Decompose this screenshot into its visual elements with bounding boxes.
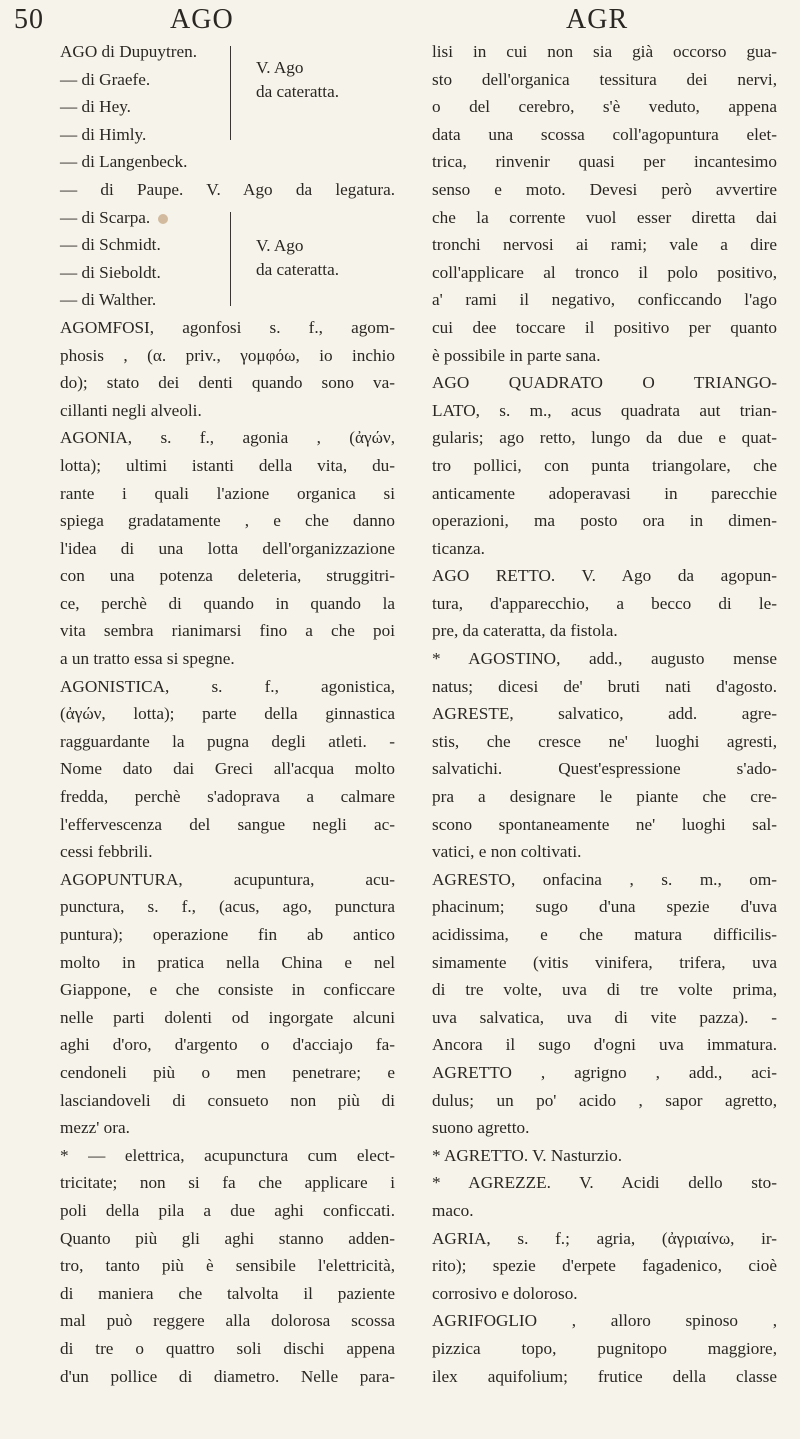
entry-line: punctura, s. f., (acus, ago, punctura [60,897,395,917]
entry-line: d'un pollice di diametro. Nelle para- [60,1366,395,1386]
entry-line: * AGREZZE. V. Acidi dello sto- [432,1173,777,1193]
entry-line: acidissima, e che matura difficilis- [432,925,777,944]
entry-line: phacinum; sugo d'una spezie d'uva [432,897,777,917]
entry-line: operazioni, ma posto ora in dimen- [432,511,777,531]
entry-line: corrosivo e doloroso. [432,1283,578,1303]
entry-line: AGOMFOSI, agonfosi s. f., agom- [60,317,395,337]
entry-line: Giappone, e che consiste in conficcare [60,980,395,1000]
entry-line: dulus; un po' acido , sapor agretto, [432,1090,777,1110]
entry-line: * — elettrica, acupunctura cum elect- [60,1145,395,1165]
entry-line: simamente (vitis vinifera, trifera, uva [432,952,777,972]
entry-line: fredda, perchè s'adoprava a calmare [60,787,395,807]
entry-line: vita sembra rianimarsi fino a che poi [60,621,395,641]
entry-line: — di Graefe. [60,69,151,89]
entry-line: AGO RETTO. V. Ago da agopun- [432,566,777,586]
entry-line: AGRESTE, salvatico, add. agre- [432,704,777,724]
entry-line: pre, da cateratta, da fistola. [432,621,618,641]
entry-line: maco. [432,1200,474,1220]
entry-line: Quanto più gli aghi stanno adden- [60,1228,395,1248]
entry-line: AGRETTO , agrigno , add., aci- [432,1062,777,1082]
entry-line: — di Himly. [60,124,147,144]
entry-line: tro, tanto più è sensibile l'elettricità, [60,1256,395,1276]
entry-line: cendoneli più o men penetrare; e [60,1062,395,1082]
entry-line: AGO di Dupuytren. [60,42,198,61]
brace-note [256,38,339,104]
entry-line: — di Hey. [60,97,131,117]
entry-line: spiega gradatamente , e che danno [60,511,395,531]
right-column [432,38,777,1390]
entry-line: scono spontaneamente ne' luoghi sal- [432,814,777,834]
entry-line: * AGRETTO. V. Nasturzio. [432,1145,623,1165]
entry-line: che la corrente vuol esser diretta dai [432,207,777,227]
entry-line: a un tratto essa si spegne. [60,649,235,669]
entry-line: trica, rinvenir quasi per incantesimo [432,152,777,172]
entry-line: salvatichi. Quest'espressione s'ado- [432,759,777,779]
entry-line: — di Walther. [60,290,157,310]
entry-line: ilex aquifolium; frutice della classe [432,1366,777,1386]
brace-group-ago-variants-2 [60,204,395,314]
entry-line: l'idea di una lotta dell'organizzazione [60,538,395,558]
brace-note [256,204,339,282]
entry-line: è possibile in parte sana. [432,345,601,365]
entry-line: LATO, s. m., acus quadrata aut trian- [432,400,777,420]
entry-line: tura, d'apparecchio, a becco di le- [432,593,777,613]
entry-line: anticamente adoperavasi in parecchie [432,483,777,503]
entry-line: AGONISTICA, s. f., agonistica, [60,676,395,696]
entry-line: coll'applicare al tronco il polo positivo, [432,262,777,282]
entry-line: ticanza. [432,538,485,558]
entry-line: o del cerebro, s'è veduto, appena [432,97,777,117]
entry-line: uva salvatica, uva di vite pazza). - [432,1007,777,1027]
entry-line: Nome dato dai Greci all'acqua molto [60,759,395,779]
entry-line: pra a designare le piante che cre- [432,787,777,807]
entry-line: nelle parti dolenti od ingorgate alcuni [60,1007,395,1027]
entry-line: di tre volte, uva di tre volte prima, [432,980,777,1000]
entry-line: lotta); ultimi istanti della vita, du- [60,455,395,475]
entry-line: sto dell'organica tessitura dei nervi, [432,69,777,89]
entry-line: mezz' ora. [60,1118,130,1138]
entry-line: tricitate; non si fa che applicare i [60,1173,395,1193]
entry-line: l'effervescenza del sangue negli ac- [60,814,395,834]
entry-line: Ancora il sugo d'ogni uva immatura. [432,1035,777,1055]
entry-line: pizzica topo, pugnitopo maggiore, [432,1338,777,1358]
entry-line: senso e moto. Devesi però avvertire [432,179,777,199]
entry-line: con una potenza deleteria, struggitri- [60,566,395,586]
entry-line: di tre o quattro soli dischi appena [60,1338,395,1358]
entry-line: phosis , (α. priv., γομφόω, io inchio [60,345,395,365]
ink-blot [158,214,168,224]
entry-line: cillanti negli alveoli. [60,400,202,420]
entry-line: suono agretto. [432,1118,530,1138]
entry-line: AGONIA, s. f., agonia , (ἀγών, [60,428,395,448]
cross-reference-detail: da cateratta. [256,82,340,101]
entry-line: AGRIFOGLIO , alloro spinoso , [432,1311,777,1331]
entry-line: — di Sieboldt. [60,262,161,282]
entry-line: gularis; ago retto, lungo da due e quat- [432,428,777,448]
left-column [60,38,395,1390]
entry-line: ragguardante la pugna degli atleti. - [60,731,395,751]
cross-reference-detail: da cateratta. [256,259,340,279]
entry-line: puntura); operazione fin ab antico [60,925,395,944]
entry-line: a' rami il negativo, conficcando l'ago [432,290,777,310]
entry-line: AGO QUADRATO O TRIANGO- [432,373,777,393]
entry-line: molto in pratica nella China e nel [60,952,395,972]
entry-line: (ἀγών, lotta); parte della ginnastica [60,704,395,724]
curly-brace [228,204,246,314]
right-body-text [432,38,777,1390]
entry-line: poli della pila a due aghi conficcati. [60,1200,395,1220]
left-body-text [60,314,395,1390]
entry-line: — di Schmidt. [60,235,161,255]
entry-line: lisi in cui non sia già occorso gua- [432,42,777,61]
entry-line: AGRIA, s. f.; agria, (ἀγριαίνω, ir- [432,1228,777,1248]
entry-line: — di Paupe. V. Ago da legatura. [60,179,395,199]
entry-line: aghi d'oro, d'argento o d'acciajo fa- [60,1035,395,1055]
entry-line: * AGOSTINO, add., augusto mense [432,649,777,669]
page-number: 50 [14,4,44,35]
entry-line: data una scossa coll'agopuntura elet- [432,124,777,144]
entry-line: ce, perchè di quando in quando la [60,593,395,613]
entry-line: lasciandoveli di consueto non più di [60,1090,395,1110]
entry-line: do); stato dei denti quando sono va- [60,373,395,393]
cross-reference: V. Ago [256,235,304,255]
entry-line: tronchi nervosi ai rami; vale a dire [432,235,777,255]
entry-line: mal può reggere alla dolorosa scossa [60,1311,395,1331]
entry-line: — di Scarpa. [60,204,228,232]
running-head-left: AGO [170,4,234,35]
running-head-right: AGR [566,4,629,35]
entry-line: rito); spezie d'erpete fagadenico, cioè [432,1256,777,1276]
entry-line: vatici, e non coltivati. [432,842,582,862]
entry-line: stis, che cresce ne' luoghi agresti, [432,731,777,751]
entry-line: tro pollici, con punta triangolare, che [432,455,777,475]
brace-group-ago-variants-1 [60,38,395,148]
entry-line: AGOPUNTURA, acupuntura, acu- [60,869,395,889]
entry-line: AGRESTO, onfacina , s. m., om- [432,869,777,889]
entry-line: di maniera che talvolta il paziente [60,1283,395,1303]
cross-reference: V. Ago [256,58,304,77]
entry-line: natus; dicesi de' bruti nati d'agosto. [432,676,777,696]
entry-line: cui dee toccare il positivo per quanto [432,317,777,337]
entry-line: rante i quali l'azione organica si [60,483,395,503]
entry-line: cessi febbrili. [60,842,153,862]
entry-line: — di Langenbeck. [60,152,188,172]
curly-brace [228,38,246,148]
